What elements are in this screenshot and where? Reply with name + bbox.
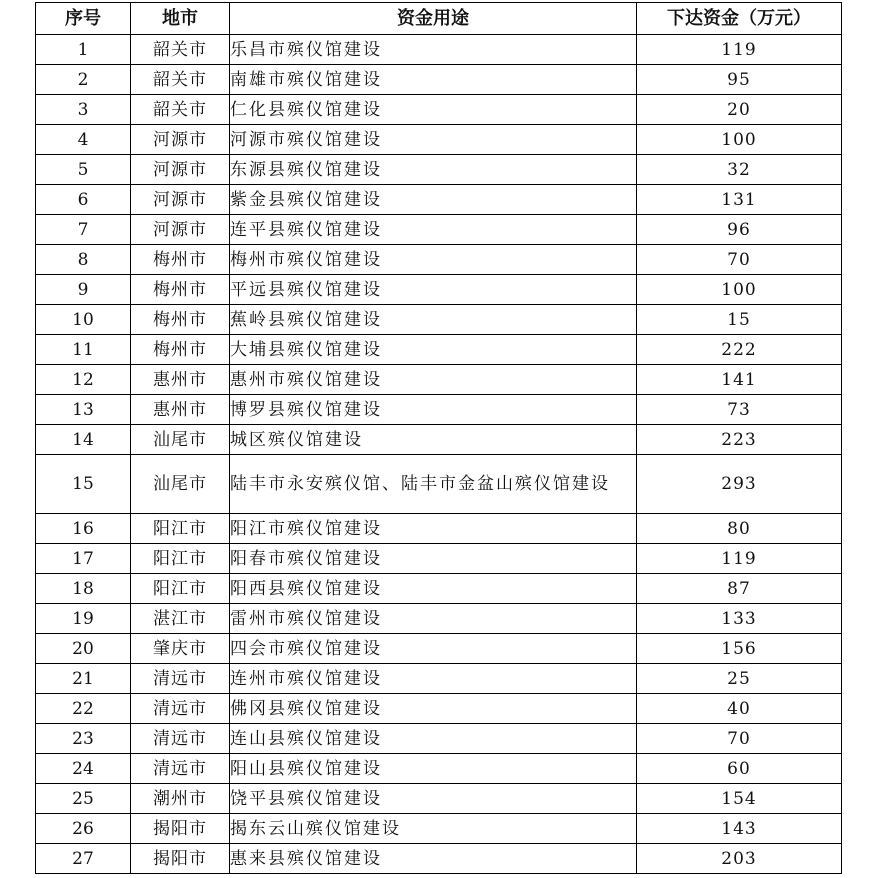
row-seq: 27: [36, 844, 131, 874]
table-row: [36, 365, 842, 395]
row-city: 潮州市: [131, 784, 230, 814]
row-city: 河源市: [131, 215, 230, 245]
row-purpose: 连州市殡仪馆建设: [230, 664, 637, 694]
row-purpose: 城区殡仪馆建设: [230, 425, 637, 455]
row-city: 梅州市: [131, 245, 230, 275]
row-amount: 96: [637, 215, 842, 245]
row-seq: 7: [36, 215, 131, 245]
row-seq: 19: [36, 604, 131, 634]
row-seq: 8: [36, 245, 131, 275]
row-seq: 1: [36, 35, 131, 65]
row-amount: 20: [637, 95, 842, 125]
row-amount: 70: [637, 245, 842, 275]
row-city: 清远市: [131, 694, 230, 724]
row-amount: 70: [637, 724, 842, 754]
header-row: [36, 3, 842, 35]
row-seq: 14: [36, 425, 131, 455]
row-amount: 80: [637, 514, 842, 544]
row-city: 河源市: [131, 155, 230, 185]
row-amount: 15: [637, 305, 842, 335]
row-purpose: 蕉岭县殡仪馆建设: [230, 305, 637, 335]
row-city: 韶关市: [131, 95, 230, 125]
row-amount: 73: [637, 395, 842, 425]
table-row: [36, 664, 842, 694]
row-city: 韶关市: [131, 65, 230, 95]
row-amount: 95: [637, 65, 842, 95]
table-row: [36, 694, 842, 724]
row-purpose: 佛冈县殡仪馆建设: [230, 694, 637, 724]
row-city: 汕尾市: [131, 455, 230, 514]
row-seq: 17: [36, 544, 131, 574]
table-row: [36, 155, 842, 185]
row-purpose: 南雄市殡仪馆建设: [230, 65, 637, 95]
row-seq: 11: [36, 335, 131, 365]
row-seq: 13: [36, 395, 131, 425]
row-purpose: 饶平县殡仪馆建设: [230, 784, 637, 814]
table-row: [36, 814, 842, 844]
row-purpose: 惠来县殡仪馆建设: [230, 844, 637, 874]
table-row: [36, 245, 842, 275]
header-city: 地市: [131, 3, 230, 35]
table-row: [36, 425, 842, 455]
row-purpose: 阳春市殡仪馆建设: [230, 544, 637, 574]
table-row: [36, 634, 842, 664]
row-amount: 100: [637, 275, 842, 305]
row-amount: 143: [637, 814, 842, 844]
header-amount: 下达资金（万元）: [637, 3, 842, 35]
row-city: 阳江市: [131, 544, 230, 574]
row-amount: 119: [637, 544, 842, 574]
row-purpose: 梅州市殡仪馆建设: [230, 245, 637, 275]
row-amount: 40: [637, 694, 842, 724]
row-seq: 24: [36, 754, 131, 784]
row-amount: 100: [637, 125, 842, 155]
row-seq: 10: [36, 305, 131, 335]
header-purpose: 资金用途: [230, 3, 637, 35]
row-city: 阳江市: [131, 514, 230, 544]
row-amount: 154: [637, 784, 842, 814]
row-amount: 141: [637, 365, 842, 395]
row-amount: 32: [637, 155, 842, 185]
row-amount: 293: [637, 455, 842, 514]
table-row: [36, 844, 842, 874]
row-purpose: 惠州市殡仪馆建设: [230, 365, 637, 395]
row-city: 肇庆市: [131, 634, 230, 664]
row-city: 梅州市: [131, 335, 230, 365]
row-amount: 60: [637, 754, 842, 784]
table-row: [36, 65, 842, 95]
row-purpose: 雷州市殡仪馆建设: [230, 604, 637, 634]
row-amount: 87: [637, 574, 842, 604]
row-city: 韶关市: [131, 35, 230, 65]
table-row: [36, 305, 842, 335]
row-purpose: 仁化县殡仪馆建设: [230, 95, 637, 125]
row-city: 汕尾市: [131, 425, 230, 455]
row-amount: 222: [637, 335, 842, 365]
row-city: 揭阳市: [131, 814, 230, 844]
row-purpose: 四会市殡仪馆建设: [230, 634, 637, 664]
table-row: [36, 784, 842, 814]
row-purpose: 连山县殡仪馆建设: [230, 724, 637, 754]
row-city: 梅州市: [131, 305, 230, 335]
row-seq: 16: [36, 514, 131, 544]
row-amount: 133: [637, 604, 842, 634]
table-row: [36, 335, 842, 365]
table-row: [36, 95, 842, 125]
row-seq: 9: [36, 275, 131, 305]
table-row: [36, 574, 842, 604]
row-amount: 223: [637, 425, 842, 455]
row-amount: 156: [637, 634, 842, 664]
row-purpose: 博罗县殡仪馆建设: [230, 395, 637, 425]
row-city: 清远市: [131, 724, 230, 754]
row-city: 阳江市: [131, 574, 230, 604]
row-city: 惠州市: [131, 365, 230, 395]
row-seq: 2: [36, 65, 131, 95]
row-purpose: 连平县殡仪馆建设: [230, 215, 637, 245]
table-row: [36, 215, 842, 245]
table-row: [36, 604, 842, 634]
row-purpose: 东源县殡仪馆建设: [230, 155, 637, 185]
row-city: 河源市: [131, 185, 230, 215]
table-row: [36, 185, 842, 215]
table-row: [36, 754, 842, 784]
table-row: [36, 275, 842, 305]
row-purpose: 阳西县殡仪馆建设: [230, 574, 637, 604]
row-city: 清远市: [131, 754, 230, 784]
row-amount: 119: [637, 35, 842, 65]
row-seq: 15: [36, 455, 131, 514]
row-seq: 21: [36, 664, 131, 694]
row-seq: 25: [36, 784, 131, 814]
row-purpose: 大埔县殡仪馆建设: [230, 335, 637, 365]
row-purpose: 平远县殡仪馆建设: [230, 275, 637, 305]
header-seq: 序号: [36, 3, 131, 35]
table-row: [36, 35, 842, 65]
row-purpose: 陆丰市永安殡仪馆、陆丰市金盆山殡仪馆建设: [230, 455, 637, 514]
row-purpose: 阳山县殡仪馆建设: [230, 754, 637, 784]
row-city: 河源市: [131, 125, 230, 155]
table-row: [36, 455, 842, 514]
row-city: 湛江市: [131, 604, 230, 634]
table-row: [36, 544, 842, 574]
row-seq: 5: [36, 155, 131, 185]
table-row: [36, 724, 842, 754]
row-seq: 4: [36, 125, 131, 155]
row-amount: 131: [637, 185, 842, 215]
row-seq: 12: [36, 365, 131, 395]
row-city: 揭阳市: [131, 844, 230, 874]
row-purpose: 紫金县殡仪馆建设: [230, 185, 637, 215]
table-row: [36, 514, 842, 544]
row-purpose: 乐昌市殡仪馆建设: [230, 35, 637, 65]
row-purpose: 阳江市殡仪馆建设: [230, 514, 637, 544]
row-seq: 3: [36, 95, 131, 125]
row-seq: 20: [36, 634, 131, 664]
row-city: 梅州市: [131, 275, 230, 305]
row-seq: 6: [36, 185, 131, 215]
table-row: [36, 395, 842, 425]
row-seq: 26: [36, 814, 131, 844]
row-purpose: 河源市殡仪馆建设: [230, 125, 637, 155]
row-seq: 22: [36, 694, 131, 724]
row-city: 惠州市: [131, 395, 230, 425]
row-seq: 23: [36, 724, 131, 754]
funding-table: [35, 2, 842, 874]
row-amount: 25: [637, 664, 842, 694]
row-purpose: 揭东云山殡仪馆建设: [230, 814, 637, 844]
row-seq: 18: [36, 574, 131, 604]
row-amount: 203: [637, 844, 842, 874]
table-row: [36, 125, 842, 155]
table-body: [36, 35, 842, 874]
row-city: 清远市: [131, 664, 230, 694]
